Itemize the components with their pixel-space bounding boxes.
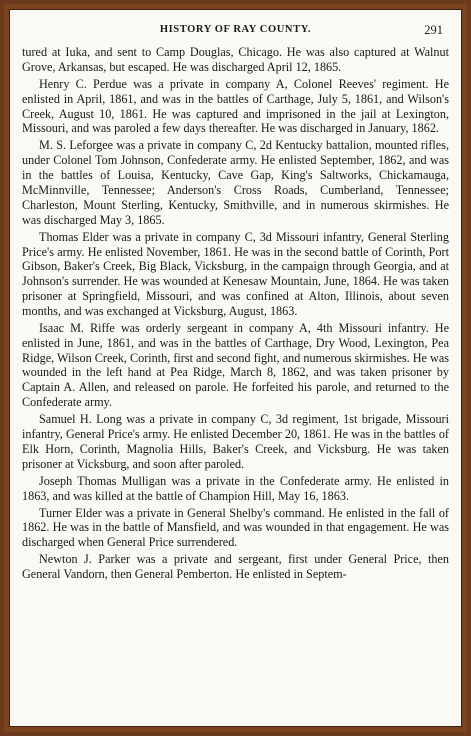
paragraph-ms-leforgee: M. S. Leforgee was a private in company C, 2d Kentucky battalion, mounted rifles, under Colonel Tom Johnson, Confederate army. He enlisted September, 1862, and was in the battles of Louisa, Kentucky, Cave Gap, King's Saltworks, Chickamauga, McMinnville, Tennessee; Anderson's Cross Roads, Cumberland, Tennessee; Charleston, Mount Sterling, Kentucky, Smithville, and in numerous skirmishes. He was discharged May 3, 1865. [22, 138, 449, 227]
paragraph-thomas-elder: Thomas Elder was a private in company C, 3d Missouri infantry, General Sterling Price's army. He enlisted November, 1861. He was in the second battle of Corinth, Port Gibson, Baker's Creek, Big Black, Vicksburg, in the campaign through Georgia, and at Johnson's surrender. He was wounded at Kenesaw Mountain, June, 1864. He was taken prisoner at Springfield, Missouri, and was confined at Alton, Illinois, about seven months, and was exchanged at Vicksburg, August, 1863. [22, 229, 449, 318]
paragraph-newton-parker: Newton J. Parker was a private and sergeant, first under General Price, then General Vandorn, then General Pemberton. He enlisted in Septem- [22, 552, 449, 582]
body-text [22, 45, 449, 584]
paragraph-samuel-long: Samuel H. Long was a private in company C, 3d regiment, 1st brigade, Missouri infantry, General Price's army. He enlisted December 20, 1861. He was in the battles of Elk Horn, Corinth, Magnolia Hills, Baker's Creek, and Vicksburg. He was taken prisoner at Vicksburg, and soon after paroled. [22, 412, 449, 471]
paragraph-continuation: tured at Iuka, and sent to Camp Douglas, Chicago. He was also captured at Walnut Grove, Arkansas, but escaped. He was discharged April 12, 1865. [22, 45, 449, 74]
paragraph-joseph-mulligan: Joseph Thomas Mulligan was a private in the Confederate army. He enlisted in 1863, and was killed at the battle of Champion Hill, May 16, 1863. [22, 473, 449, 503]
page-header [10, 24, 461, 40]
book-page [9, 9, 462, 727]
paragraph-isaac-riffe: Isaac M. Riffe was orderly sergeant in company A, 4th Missouri infantry. He enlisted in June, 1861, and was in the battles of Carthage, Dry Wood, Lexington, Pea Ridge, Wilson Creek, Corinth, first and second fight, and numerous skirmishes. He was wounded in the left hand at Pea Ridge, March 8, 1862, and was taken prisoner by Captain A. Allen, and released on parole. He forfeited his parole, and returned to the Confederate army. [22, 320, 449, 410]
paragraph-turner-elder: Turner Elder was a private in General Shelby's command. He enlisted in the fall of 1862. He was in the battle of Mansfield, and was wounded in that engagement. He was discharged when General Price surrendered. [22, 505, 449, 550]
page-number: 291 [424, 23, 443, 37]
running-head: HISTORY OF RAY COUNTY. [159, 24, 312, 35]
paragraph-henry-perdue: Henry C. Perdue was a private in company A, Colonel Reeves' regiment. He enlisted in April, 1861, and was in the battles of Carthage, July 5, 1861, and Wilson's Creek, August 10, 1861. He was captured and imprisoned in the jail at Lexington, Missouri, and was paroled a few days thereafter. He was discharged in January, 1862. [22, 76, 449, 136]
